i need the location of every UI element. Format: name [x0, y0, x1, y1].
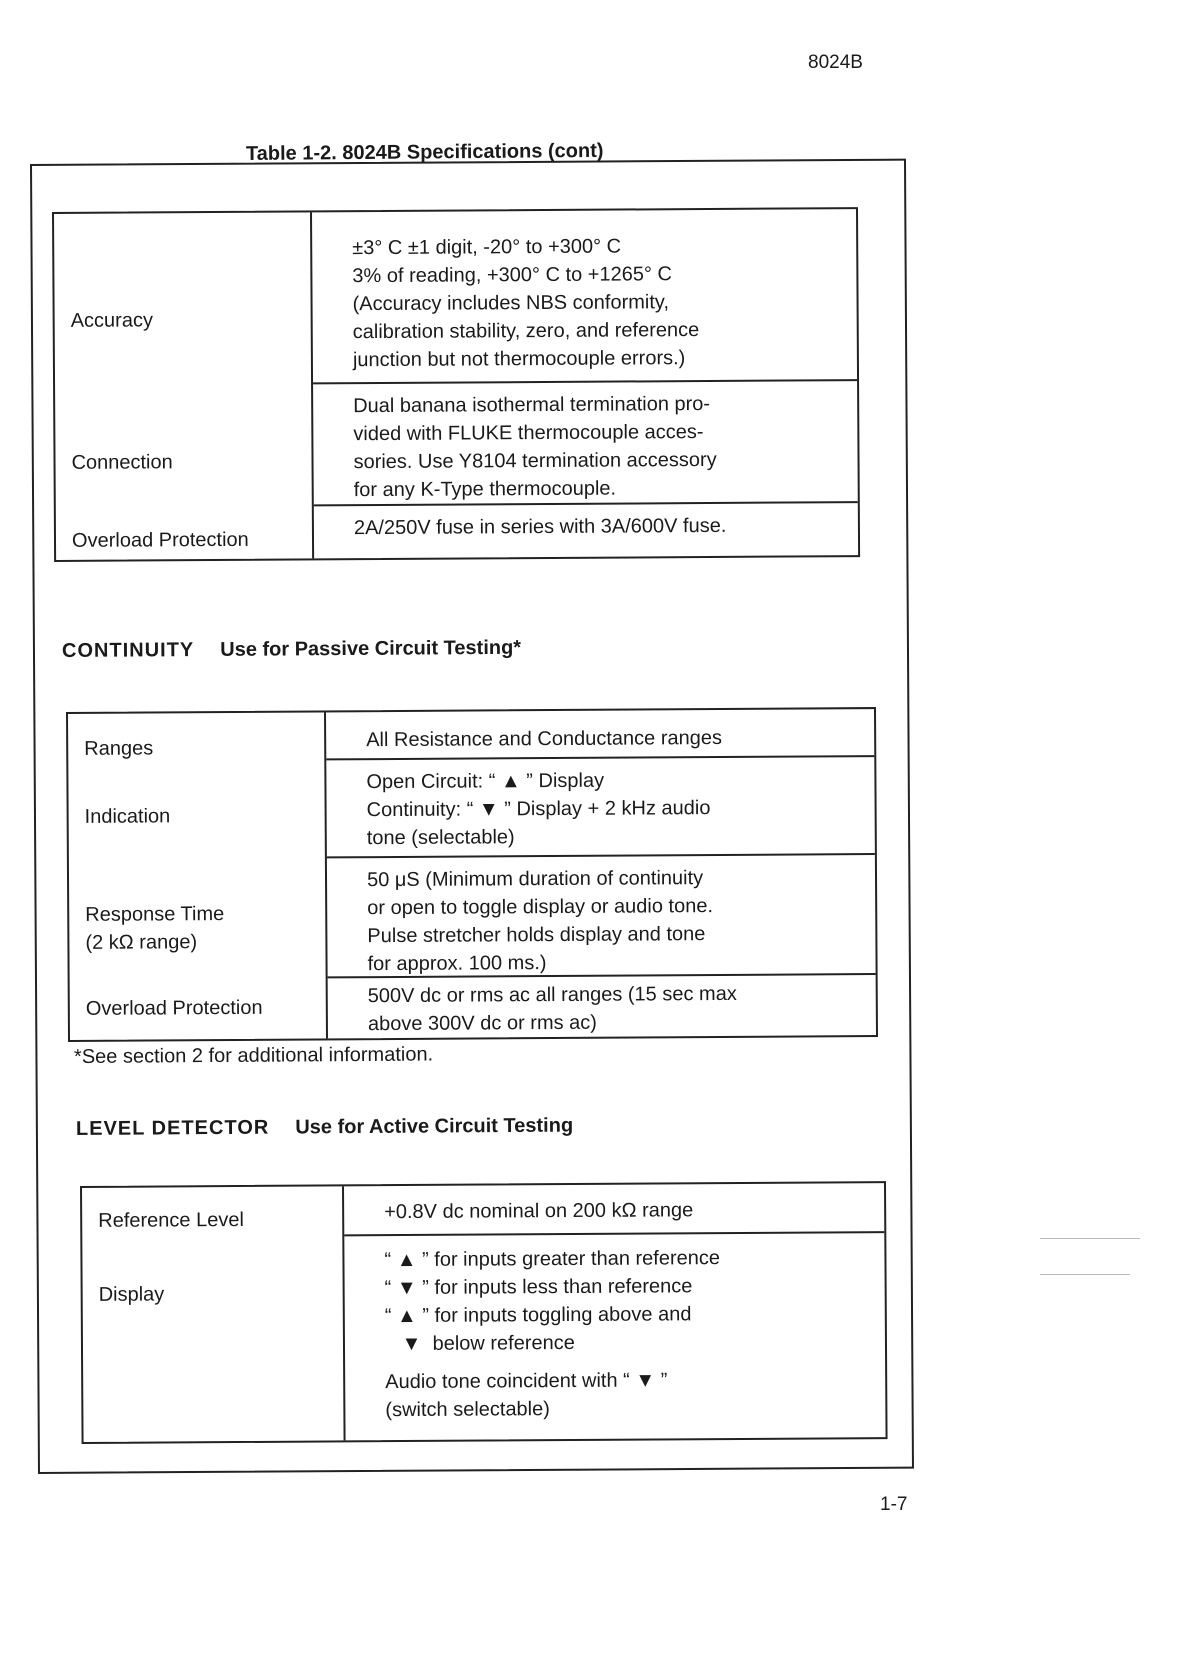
level-detector-heading: [76, 1115, 573, 1141]
value-overload-protection: [328, 975, 876, 1042]
value-line: junction but not thermocouple errors.): [352, 347, 686, 372]
value-line: 50 μS (Minimum duration of continuity: [366, 867, 704, 892]
row-label-indication: Indication: [84, 805, 171, 828]
label-column: [82, 1186, 346, 1442]
doc-number: 8024B: [808, 52, 863, 73]
continuity-heading: [62, 637, 521, 663]
row-label-connection: Connection: [71, 451, 173, 474]
value-accuracy: [312, 209, 857, 384]
row-label-reference-level: Reference Level: [98, 1208, 244, 1232]
value-line: Dual banana isothermal termination pro-: [353, 392, 711, 418]
row-label-accuracy: Accuracy: [70, 309, 153, 332]
spec-table-temperature: [52, 207, 860, 562]
value-line: tone (selectable): [366, 826, 515, 850]
value-line: Audio tone coincident with “ ▼ ”: [385, 1369, 668, 1394]
label-column: [54, 212, 314, 560]
value-line: Pulse stretcher holds display and tone: [367, 923, 706, 948]
row-label-ranges: Ranges: [84, 737, 154, 760]
value-line: ±3° C ±1 digit, -20° to +300° C: [352, 235, 622, 260]
page-number: 1-7: [880, 1494, 908, 1515]
value-line: 2A/250V fuse in series with 3A/600V fuse.: [353, 514, 727, 540]
value-line: “ ▲ ” for inputs greater than reference: [384, 1247, 721, 1272]
value-overload-protection: [314, 503, 858, 546]
value-column: [312, 209, 858, 558]
value-connection: [313, 381, 858, 506]
value-line: for approx. 100 ms.): [367, 952, 547, 976]
value-column: [344, 1183, 886, 1440]
value-reference-level: [344, 1183, 884, 1236]
value-line: sories. Use Y8104 termination accessory: [353, 448, 717, 474]
table-title: Table 1-2. 8024B Specifications (cont): [245, 139, 604, 165]
row-label-response-time-range: (2 kΩ range): [85, 931, 198, 954]
section-description: Use for Passive Circuit Testing*: [220, 636, 522, 661]
section-description: Use for Active Circuit Testing: [295, 1114, 574, 1139]
value-line: “ ▼ ” for inputs less than reference: [384, 1275, 693, 1300]
value-response-time: [327, 855, 876, 978]
spec-table-continuity: [66, 707, 878, 1042]
value-line: +0.8V dc nominal on 200 kΩ range: [384, 1199, 694, 1224]
value-line: (switch selectable): [385, 1398, 550, 1422]
value-display: [344, 1233, 885, 1428]
value-line: or open to toggle display or audio tone.: [367, 895, 714, 920]
value-line: “ ▲ ” for inputs toggling above and: [384, 1303, 692, 1328]
value-line: vided with FLUKE thermocouple acces-: [353, 421, 704, 446]
value-line: (Accuracy includes NBS conformity,: [352, 291, 670, 316]
row-label-display: Display: [98, 1283, 165, 1306]
continuity-footnote: *See section 2 for additional information.: [73, 1043, 434, 1068]
value-line: for any K-Type thermocouple.: [353, 477, 617, 502]
value-line: 500V dc or rms ac all ranges (15 sec max: [367, 982, 737, 1008]
section-name: LEVEL DETECTOR: [75, 1116, 270, 1140]
row-label-overload-protection: Overload Protection: [71, 528, 249, 552]
value-line: ▼ below reference: [384, 1331, 575, 1356]
value-ranges: [326, 709, 874, 760]
spec-table-level-detector: [80, 1181, 888, 1444]
scan-speck: [1040, 1238, 1140, 1239]
value-indication: [326, 757, 875, 858]
row-label-overload-protection: Overload Protection: [85, 996, 263, 1020]
value-line: calibration stability, zero, and reference: [352, 319, 700, 344]
value-column: [326, 709, 876, 1038]
row-label-response-time: Response Time: [85, 903, 225, 926]
value-line: All Resistance and Conductance ranges: [366, 726, 723, 752]
value-line: Open Circuit: “ ▲ ” Display: [366, 769, 605, 794]
value-line: 3% of reading, +300° C to +1265° C: [352, 263, 673, 288]
value-line: above 300V dc or rms ac): [367, 1011, 597, 1036]
value-line: Continuity: “ ▼ ” Display + 2 kHz audio: [366, 797, 711, 822]
label-column: [68, 712, 328, 1040]
scan-speck: [1040, 1274, 1130, 1275]
section-name: CONTINUITY: [61, 639, 195, 662]
